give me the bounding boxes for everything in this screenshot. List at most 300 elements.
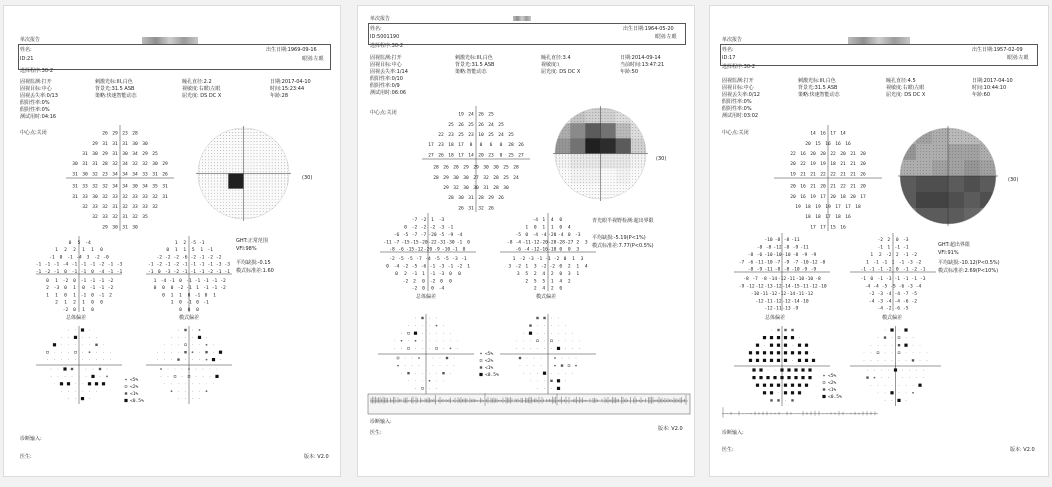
greyscale-dot xyxy=(644,194,645,195)
greyscale-cell xyxy=(980,192,996,208)
param: 固视目标:中心 xyxy=(20,86,52,92)
greyscale-dot xyxy=(568,164,569,165)
grid-value: 3 xyxy=(567,271,571,277)
prob-symbol-normal xyxy=(885,330,886,331)
greyscale-dot xyxy=(933,173,934,174)
grid-value: -4 xyxy=(915,284,922,290)
grid-value: -1 xyxy=(207,248,214,254)
greyscale-dot xyxy=(556,148,557,149)
greyscale-dot xyxy=(562,109,563,110)
greyscale-dot xyxy=(226,202,227,203)
grid-value: -1 xyxy=(80,262,87,268)
greyscale-dot xyxy=(635,151,636,152)
greyscale-dot xyxy=(556,127,557,128)
greyscale-dot xyxy=(595,118,596,119)
grid-value: 25 xyxy=(498,122,504,128)
greyscale-dot xyxy=(620,185,621,186)
greyscale-dot xyxy=(226,205,227,206)
prob-symbol-normal xyxy=(96,352,97,353)
greyscale-cell xyxy=(980,208,996,224)
greyscale-dot xyxy=(269,190,270,191)
greyscale-dot xyxy=(598,158,599,159)
greyscale-dot xyxy=(589,115,590,116)
greyscale-dot xyxy=(923,145,924,146)
greyscale-dot xyxy=(644,185,645,186)
grid-value: 0 xyxy=(559,218,563,224)
param: 测试用时:04:16 xyxy=(20,114,57,120)
greyscale-dot xyxy=(278,147,279,148)
greyscale-dot xyxy=(583,173,584,174)
grid-value: 25 xyxy=(488,133,494,139)
greyscale-dot xyxy=(638,167,639,168)
greyscale-dot xyxy=(251,184,252,185)
greyscale-dot xyxy=(272,196,273,197)
greyscale-dot xyxy=(269,208,270,209)
greyscale-dot xyxy=(904,164,905,165)
param: 屈光度: DS DC X xyxy=(886,92,926,98)
grid-value: 22 xyxy=(820,172,826,178)
center-point: 中心点:关闭 xyxy=(722,130,749,136)
prob-symbol-p05 xyxy=(766,376,769,379)
greyscale-dot xyxy=(926,173,927,174)
prob-symbol-normal xyxy=(902,370,903,371)
greyscale-dot xyxy=(568,115,569,116)
greyscale-dot xyxy=(617,109,618,110)
greyscale-dot xyxy=(223,184,224,185)
greyscale-dot xyxy=(632,176,633,177)
greyscale-dot xyxy=(266,178,267,179)
greyscale-dot xyxy=(635,136,636,137)
grid-value: 22 xyxy=(840,184,846,190)
grid-value: -5 xyxy=(434,257,440,263)
greyscale-dot xyxy=(565,158,566,159)
greyscale-dot xyxy=(202,181,203,182)
prob-symbol-normal xyxy=(867,370,868,371)
diagnosis-input: 诊断输入: xyxy=(20,436,42,442)
greyscale-dot xyxy=(565,118,566,119)
greyscale-dot xyxy=(223,135,224,136)
grid-value: 25 xyxy=(508,153,514,159)
prob-symbol-p05 xyxy=(557,387,560,390)
greyscale-dot xyxy=(238,171,239,172)
prob-symbol-normal xyxy=(906,360,907,361)
grid-value: -8 xyxy=(747,267,754,273)
greyscale-dot xyxy=(580,155,581,156)
greyscale-dot xyxy=(958,141,959,142)
greyscale-dot xyxy=(939,154,940,155)
grid-value: -20 xyxy=(428,232,437,238)
prob-symbol-normal xyxy=(892,360,893,361)
greyscale-dot xyxy=(598,182,599,183)
ght-result: 青光眼半视野检测:超出界限 xyxy=(592,218,654,224)
greyscale-dot xyxy=(926,154,927,155)
param: 策略:快速智能动态 xyxy=(95,93,137,99)
greyscale-dot xyxy=(238,202,239,203)
greyscale-dot xyxy=(611,164,612,165)
grid-value: -1 xyxy=(107,262,114,268)
greyscale-dot xyxy=(248,144,249,145)
prob-symbol-p5 xyxy=(554,357,556,359)
greyscale-dot xyxy=(556,130,557,131)
greyscale-dot xyxy=(632,127,633,128)
grid-value: 23 xyxy=(438,143,444,149)
grid-value: 29 xyxy=(463,165,469,171)
prob-symbol-normal xyxy=(878,345,879,346)
grid-value: 29 xyxy=(92,141,98,147)
greyscale-dot xyxy=(638,118,639,119)
greyscale-dot xyxy=(965,170,966,171)
greyscale-dot xyxy=(208,175,209,176)
greyscale-dot xyxy=(217,184,218,185)
greyscale-dot xyxy=(936,148,937,149)
grid-value: 0 xyxy=(187,293,191,299)
prob-symbol-normal xyxy=(429,333,430,334)
grid-value: 1 xyxy=(891,260,895,266)
prob-symbol-p2 xyxy=(397,357,399,359)
greyscale-dot xyxy=(949,173,950,174)
greyscale-dot xyxy=(223,205,224,206)
greyscale-dot xyxy=(961,157,962,158)
greyscale-dot xyxy=(635,191,636,192)
greyscale-dot xyxy=(605,191,606,192)
greyscale-dot xyxy=(586,164,587,165)
greyscale-dot xyxy=(917,161,918,162)
greyscale-dot xyxy=(211,165,212,166)
greyscale-dot xyxy=(226,147,227,148)
grid-value: -31 xyxy=(437,240,446,246)
grid-value: 20 xyxy=(860,152,866,158)
greyscale-dot xyxy=(229,141,230,142)
grid-value: 1 xyxy=(55,278,58,284)
prob-symbol-normal xyxy=(429,348,430,349)
greyscale-dot xyxy=(565,151,566,152)
greyscale-dot xyxy=(984,129,985,130)
prob-symbol-normal xyxy=(558,340,559,341)
prob-symbol-normal xyxy=(61,391,62,392)
greyscale-dot xyxy=(202,138,203,139)
greyscale-dot xyxy=(605,170,606,171)
greyscale-dot xyxy=(211,214,212,215)
greyscale-dot xyxy=(901,151,902,152)
greyscale-dot xyxy=(965,145,966,146)
greyscale-dot xyxy=(275,150,276,151)
greyscale-dot xyxy=(945,129,946,130)
greyscale-dot xyxy=(229,214,230,215)
greyscale-dot xyxy=(990,138,991,139)
degree-label: (30) xyxy=(656,156,667,162)
greyscale-dot xyxy=(580,191,581,192)
greyscale-dot xyxy=(556,188,557,189)
greyscale-dot xyxy=(272,187,273,188)
greyscale-dot xyxy=(208,132,209,133)
grid-value: -12 xyxy=(773,284,782,290)
prob-symbol-p05 xyxy=(787,368,790,371)
greyscale-dot xyxy=(592,179,593,180)
test-program: 选择程序:30-2 xyxy=(20,68,54,74)
prob-symbol-normal xyxy=(916,370,917,371)
greyscale-dot xyxy=(968,157,969,158)
greyscale-dot xyxy=(226,153,227,154)
grid-value: -15 xyxy=(410,240,419,246)
greyscale-dot xyxy=(945,138,946,139)
prob-symbol-p05 xyxy=(791,391,794,394)
pattern-probability-plot xyxy=(144,324,234,406)
greyscale-dot xyxy=(275,208,276,209)
greyscale-dot xyxy=(623,161,624,162)
greyscale-dot xyxy=(923,141,924,142)
greyscale-dot xyxy=(641,188,642,189)
grid-value: 29 xyxy=(473,165,479,171)
prob-symbol-normal xyxy=(885,392,886,393)
greyscale-dot xyxy=(205,205,206,206)
greyscale-dot xyxy=(248,208,249,209)
greyscale-dot xyxy=(942,154,943,155)
greyscale-dot xyxy=(592,191,593,192)
greyscale-dot xyxy=(620,130,621,131)
greyscale-dot xyxy=(559,151,560,152)
greyscale-dot xyxy=(626,124,627,125)
greyscale-dot xyxy=(974,170,975,171)
greyscale-dot xyxy=(955,170,956,171)
grid-value: 33 xyxy=(102,215,108,221)
greyscale-dot xyxy=(562,133,563,134)
greyscale-dot xyxy=(254,178,255,179)
grid-value: 2 xyxy=(525,279,529,285)
prob-symbol-p05 xyxy=(543,372,546,375)
greyscale-dot xyxy=(923,173,924,174)
greyscale-dot xyxy=(223,156,224,157)
grid-value: 16 xyxy=(845,141,851,147)
greyscale-dot xyxy=(945,141,946,142)
greyscale-dot xyxy=(635,112,636,113)
greyscale-dot xyxy=(275,159,276,160)
greyscale-dot xyxy=(952,145,953,146)
greyscale-dot xyxy=(208,199,209,200)
grid-value: 0 xyxy=(462,247,466,253)
grid-value: 2 xyxy=(413,279,416,285)
greyscale-dot xyxy=(614,194,615,195)
greyscale-dot xyxy=(913,132,914,133)
grid-value: -3 xyxy=(164,269,171,275)
grid-value: 31 xyxy=(72,194,78,200)
greyscale-dot xyxy=(952,167,953,168)
grid-value: -7 xyxy=(411,232,418,238)
greyscale-dot xyxy=(580,173,581,174)
greyscale-dot xyxy=(614,182,615,183)
prob-symbol-p5 xyxy=(171,390,173,392)
greyscale-dot xyxy=(580,164,581,165)
greyscale-dot xyxy=(968,151,969,152)
grid-value: -11 xyxy=(759,291,769,297)
greyscale-dot xyxy=(961,161,962,162)
greyscale-dot xyxy=(987,129,988,130)
report-sheet-2 xyxy=(358,6,694,476)
greyscale-dot xyxy=(217,168,218,169)
grid-value: 1 xyxy=(542,218,546,224)
prob-symbol-normal xyxy=(927,360,928,361)
greyscale-dot xyxy=(901,161,902,162)
greyscale-dot xyxy=(223,168,224,169)
grid-value: -4 xyxy=(438,286,445,292)
greyscale-dot xyxy=(202,168,203,169)
greyscale-dot xyxy=(929,164,930,165)
greyscale-dot xyxy=(571,185,572,186)
grid-value: -5 xyxy=(890,284,896,290)
prob-symbol-normal xyxy=(401,348,402,349)
greyscale-dot xyxy=(605,118,606,119)
greyscale-dot xyxy=(211,193,212,194)
grid-value: 8 xyxy=(469,143,473,149)
greyscale-dot xyxy=(281,190,282,191)
grid-value: -4 xyxy=(160,278,167,284)
greyscale-dot xyxy=(229,196,230,197)
greyscale-dot xyxy=(638,158,639,159)
greyscale-dot xyxy=(638,194,639,195)
grid-value: 0 xyxy=(64,293,67,299)
eye-side: 眼别:左眼 xyxy=(1007,55,1029,61)
grid-value: 20 xyxy=(850,194,856,200)
greyscale-dot xyxy=(583,112,584,113)
greyscale-dot xyxy=(620,182,621,183)
greyscale-dot xyxy=(933,145,934,146)
greyscale-dot xyxy=(266,168,267,169)
greyscale-dot xyxy=(942,151,943,152)
greyscale-dot xyxy=(626,155,627,156)
prob-symbol-normal xyxy=(178,344,179,345)
grid-value: -2 xyxy=(549,264,556,270)
prob-symbol-normal xyxy=(61,359,62,360)
greyscale-dot xyxy=(644,118,645,119)
greyscale-dot xyxy=(611,188,612,189)
prob-symbol-normal xyxy=(422,340,423,341)
greyscale-dot xyxy=(568,173,569,174)
greyscale-dot xyxy=(981,132,982,133)
greyscale-dot xyxy=(260,214,261,215)
grid-value: 28 xyxy=(102,162,108,168)
greyscale-dot xyxy=(577,173,578,174)
grid-value: -2 xyxy=(190,255,197,261)
greyscale-dot xyxy=(214,171,215,172)
greyscale-dot xyxy=(952,157,953,158)
greyscale-dot xyxy=(945,167,946,168)
greyscale-dot xyxy=(608,161,609,162)
greyscale-dot xyxy=(955,129,956,130)
legend-label: <0.5% xyxy=(130,399,144,404)
greyscale-dot xyxy=(223,208,224,209)
greyscale-dot xyxy=(981,129,982,130)
greyscale-dot xyxy=(965,138,966,139)
param: 日期:2017-04-10 xyxy=(270,79,311,85)
grid-value: -8 xyxy=(792,252,799,258)
grid-value: -1 xyxy=(203,300,209,306)
greyscale-cell xyxy=(916,208,932,224)
grid-value: 30 xyxy=(82,172,88,178)
greyscale-dot xyxy=(559,161,560,162)
grid-value: -1 xyxy=(98,278,105,284)
greyscale-dot xyxy=(220,156,221,157)
greyscale-dot xyxy=(952,129,953,130)
greyscale-dot xyxy=(269,171,270,172)
prob-symbol-normal xyxy=(192,391,193,392)
prob-symbol-p05 xyxy=(897,399,900,402)
grid-value: -11 xyxy=(800,284,809,290)
grid-value: -1 xyxy=(894,245,901,251)
grid-value: 20 xyxy=(805,141,811,147)
greyscale-dot xyxy=(955,154,956,155)
greyscale-dot xyxy=(208,150,209,151)
greyscale-dot xyxy=(971,164,972,165)
report-title: 单次报告 xyxy=(20,37,41,43)
greyscale-dot xyxy=(641,182,642,183)
greyscale-dot xyxy=(226,178,227,179)
greyscale-dot xyxy=(611,170,612,171)
greyscale-dot xyxy=(958,154,959,155)
greyscale-dot xyxy=(211,144,212,145)
greyscale-dot xyxy=(952,154,953,155)
grid-value: 1 xyxy=(82,300,85,306)
greyscale-dot xyxy=(623,158,624,159)
grid-value: -12 xyxy=(531,240,540,246)
greyscale-dot xyxy=(977,161,978,162)
greyscale-dot xyxy=(202,208,203,209)
grid-value: -1 xyxy=(447,264,454,270)
greyscale-dot xyxy=(974,141,975,142)
param: 假阳性率:0/10 xyxy=(370,76,403,82)
grid-value: -9 xyxy=(810,252,817,258)
prob-symbol-normal xyxy=(892,400,893,401)
greyscale-dot xyxy=(556,136,557,137)
prob-symbol-normal xyxy=(516,348,517,349)
greyscale-dot xyxy=(260,168,261,169)
param: 固视监测:打开 xyxy=(370,55,402,61)
greyscale-dot xyxy=(611,182,612,183)
greyscale-dot xyxy=(929,138,930,139)
grid-value: -9 xyxy=(792,245,799,251)
greyscale-dot xyxy=(580,115,581,116)
prob-symbol-p1 xyxy=(543,317,545,319)
greyscale-dot xyxy=(617,158,618,159)
grid-value: 0 xyxy=(204,293,208,299)
greyscale-dot xyxy=(568,118,569,119)
greyscale-dot xyxy=(248,184,249,185)
greyscale-dot xyxy=(208,214,209,215)
prob-symbol-normal xyxy=(892,385,893,386)
greyscale-dot xyxy=(272,190,273,191)
greyscale-dot xyxy=(990,132,991,133)
greyscale-dot xyxy=(214,141,215,142)
grid-value: 30 xyxy=(132,141,138,147)
greyscale-dot xyxy=(901,145,902,146)
greyscale-dot xyxy=(635,158,636,159)
prob-symbol-normal xyxy=(551,348,552,349)
grid-value: 24 xyxy=(488,122,494,128)
greyscale-dot xyxy=(623,121,624,122)
greyscale-dot xyxy=(910,141,911,142)
greyscale-dot xyxy=(251,208,252,209)
greyscale-dot xyxy=(202,159,203,160)
greyscale-dot xyxy=(223,129,224,130)
greyscale-dot xyxy=(223,199,224,200)
greyscale-dot xyxy=(602,179,603,180)
greyscale-dot xyxy=(226,156,227,157)
greyscale-dot xyxy=(571,121,572,122)
greyscale-dot xyxy=(241,214,242,215)
greyscale-dot xyxy=(208,190,209,191)
greyscale-cell xyxy=(964,144,980,160)
greyscale-dot xyxy=(926,164,927,165)
greyscale-dot xyxy=(284,175,285,176)
grid-value: 1 xyxy=(213,293,216,299)
